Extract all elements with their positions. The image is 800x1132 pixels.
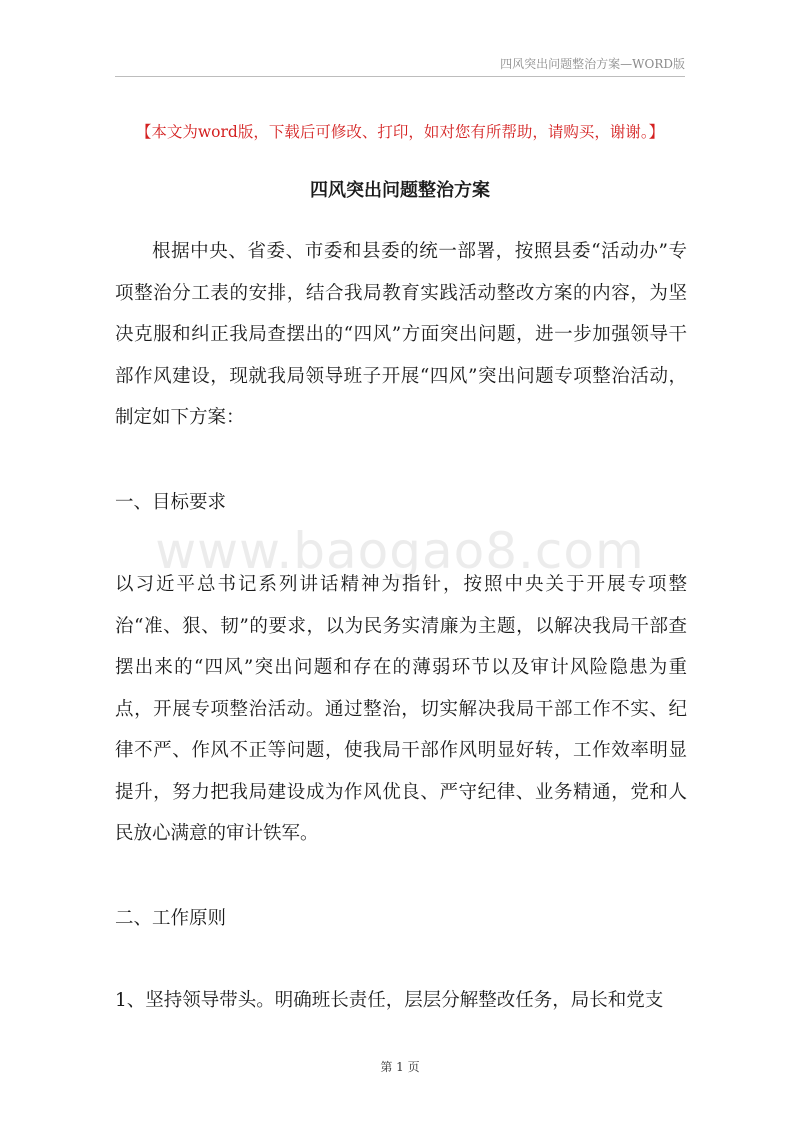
download-notice: 【本文为word版，下载后可修改、打印，如对您有所帮助，请购买，谢谢。】	[135, 123, 665, 141]
goals-paragraph: 以习近平总书记系列讲话精神为指针，按照中央关于开展专项整治“准、狠、韧”的要求，以为民务实清廉为主题，以解决我局干部查摆出来的“四风”突出问题和存在的薄弱环节以及审计风险隐患为重点，开展专项整治活动。通过整治，切实解决我局干部工作不实、纪律不严、作风不正等问题，使我局干部作风明显好转，工作效率明显提升，努力把我局建设成为作风优良、严守纪律、业务精通，党和人民放心满意的审计铁军。	[115, 574, 687, 844]
section-heading-goals: 一、目标要求	[115, 492, 227, 513]
running-header: 四风突出问题整治方案—WORD版	[500, 57, 685, 71]
header-rule	[115, 76, 685, 77]
watermark: www.baogao8.com	[155, 522, 645, 580]
document-title: 四风突出问题整治方案	[310, 180, 490, 201]
section-heading-principles: 二、工作原则	[115, 908, 227, 929]
page-number: 第 1 页	[380, 1060, 420, 1074]
intro-paragraph: 根据中央、省委、市委和县委的统一部署，按照县委“活动办”专项整治分工表的安排，结合我局教育实践活动整改方案的内容，为坚决克服和纠正我局查摆出的“四风”方面突出问题，进一步加强领导干部作风建设，现就我局领导班子开展“四风”突出问题专项整治活动，制定如下方案：	[115, 241, 687, 428]
principle-item-1: 1、坚持领导带头。明确班长责任，层层分解整改任务，局长和党支	[115, 990, 664, 1011]
